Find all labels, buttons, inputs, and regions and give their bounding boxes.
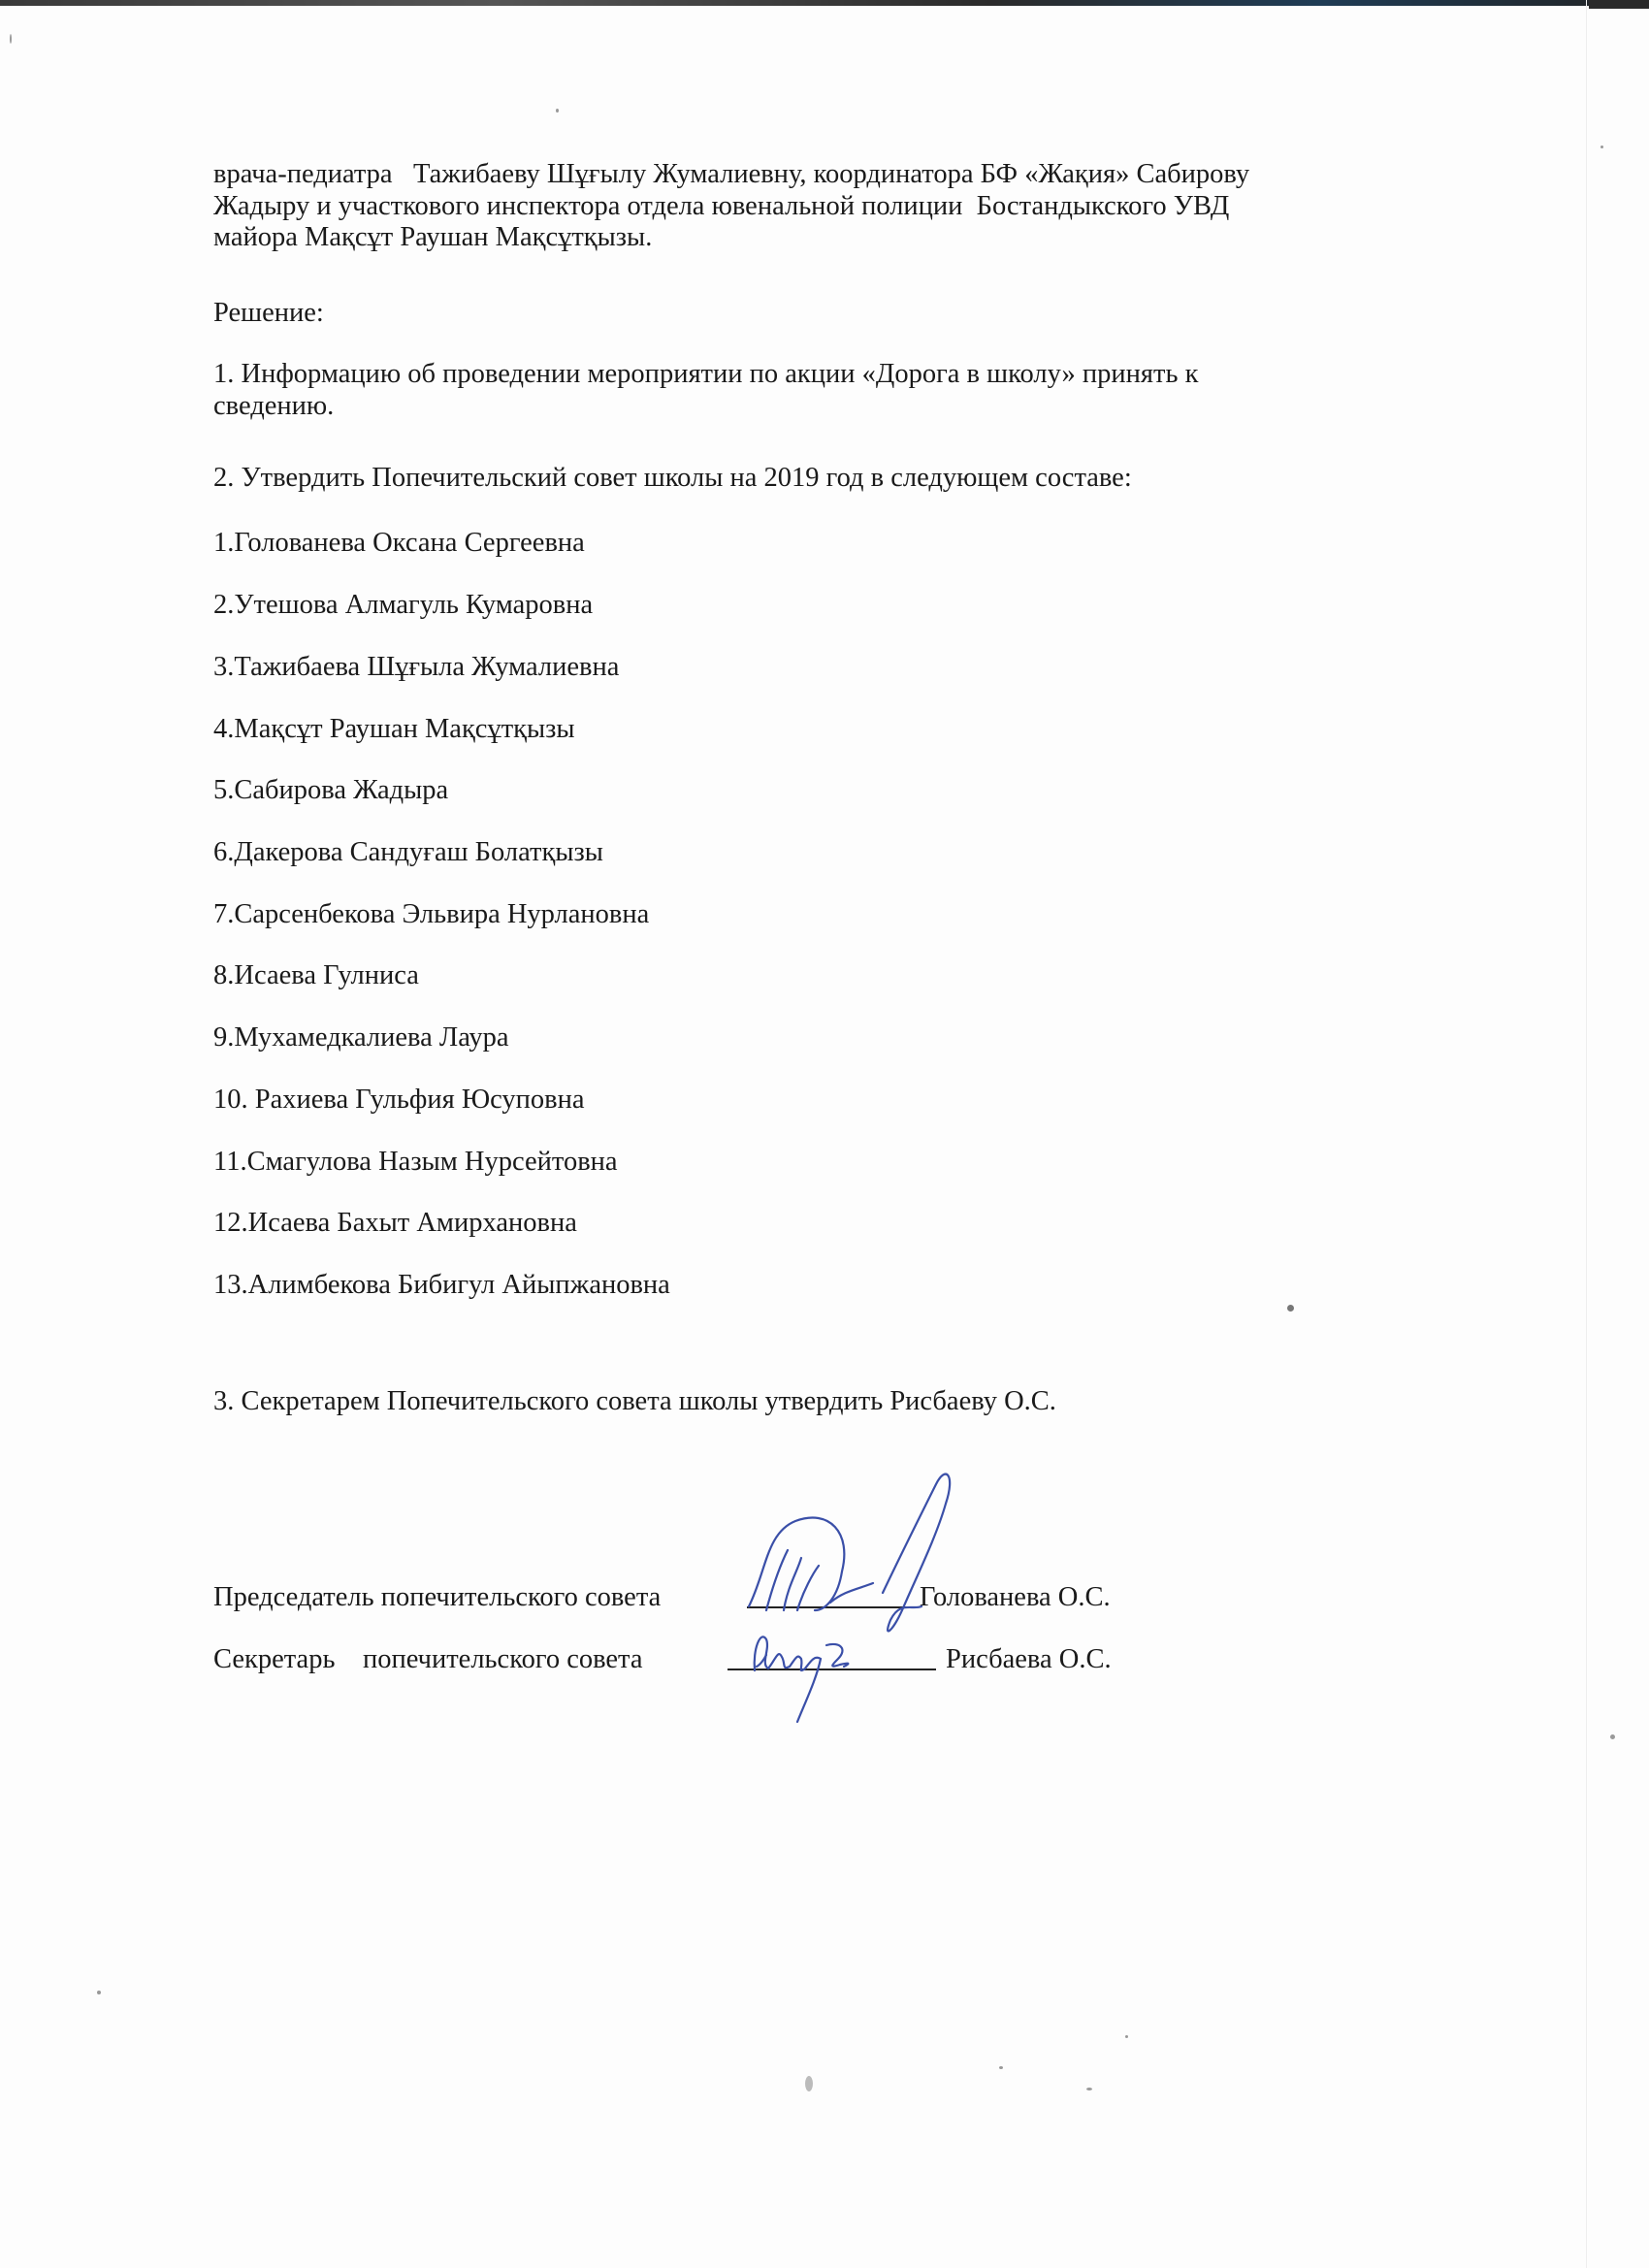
scan-speck <box>10 34 12 44</box>
member-list-item: 11.Смагулова Назым Нурсейтовна <box>213 1147 618 1177</box>
decision-item-2: 2. Утвердить Попечительский совет школы на 2019 год в следующем составе: <box>213 463 1132 493</box>
intro-line: врача-педиатра Тажибаеву Шұғылу Жумалиевну, координатора БФ «Жақия» Сабирову <box>213 159 1250 189</box>
member-list-item: 6.Дакерова Сандуғаш Болатқызы <box>213 837 603 867</box>
member-list-item: 7.Сарсенбекова Эльвира Нурлановна <box>213 899 650 929</box>
intro-paragraph <box>213 159 1474 254</box>
member-list-item: 4.Мақсұт Раушан Мақсұтқызы <box>213 714 575 744</box>
scan-speck <box>1086 2088 1092 2090</box>
member-list-item: 1.Голованева Оксана Сергеевна <box>213 528 585 558</box>
scan-top-edge <box>0 0 1649 6</box>
member-list-item: 12.Исаева Бахыт Амирхановна <box>213 1208 577 1238</box>
intro-line: Жадыру и участкового инспектора отдела ювенальной полиции Бостандыкского УВД <box>213 190 1230 221</box>
chair-name: Голованева О.С. <box>920 1582 1111 1612</box>
decision-item-1-line: 1. Информацию об проведении мероприятии по акции «Дорога в школу» принять к <box>213 359 1199 389</box>
scan-speck <box>805 2076 813 2091</box>
secretary-title: Секретарь попечительского совета <box>213 1644 643 1674</box>
scan-speck <box>999 2066 1003 2069</box>
chair-title: Председатель попечительского совета <box>213 1582 662 1612</box>
scan-top-edge-dark <box>1589 0 1649 9</box>
member-list-item: 9.Мухамедкалиева Лаура <box>213 1022 509 1053</box>
decision-item-1-line: сведению. <box>213 390 335 421</box>
scan-speck <box>1125 2035 1128 2038</box>
scan-speck <box>1610 1734 1615 1739</box>
member-list-item: 5.Сабирова Жадыра <box>213 775 449 805</box>
chair-signature <box>737 1465 970 1639</box>
member-list-item: 10. Рахиева Гульфия Юсуповна <box>213 1085 585 1115</box>
member-list-item: 8.Исаева Гулниса <box>213 960 419 990</box>
decision-item-1 <box>213 359 1474 422</box>
member-list-item: 13.Алимбекова Бибигул Айыпжановна <box>213 1270 670 1300</box>
member-list-item: 2.Утешова Алмагуль Кумаровна <box>213 590 594 620</box>
secretary-name: Рисбаева О.С. <box>946 1644 1112 1674</box>
scan-speck <box>1287 1305 1294 1312</box>
decision-label: Решение: <box>213 298 324 328</box>
scan-speck <box>97 1991 101 1994</box>
decision-item-3: 3. Секретарем Попечительского совета школы утвердить Рисбаеву О.С. <box>213 1386 1056 1416</box>
secretary-signature <box>747 1620 863 1727</box>
intro-line: майора Мақсұт Раушан Мақсұтқызы. <box>213 222 653 252</box>
scan-speck <box>1600 146 1603 148</box>
member-list-item: 3.Тажибаева Шұғыла Жумалиевна <box>213 652 620 682</box>
scan-right-edge <box>1586 0 1587 2268</box>
scan-speck <box>556 109 559 113</box>
